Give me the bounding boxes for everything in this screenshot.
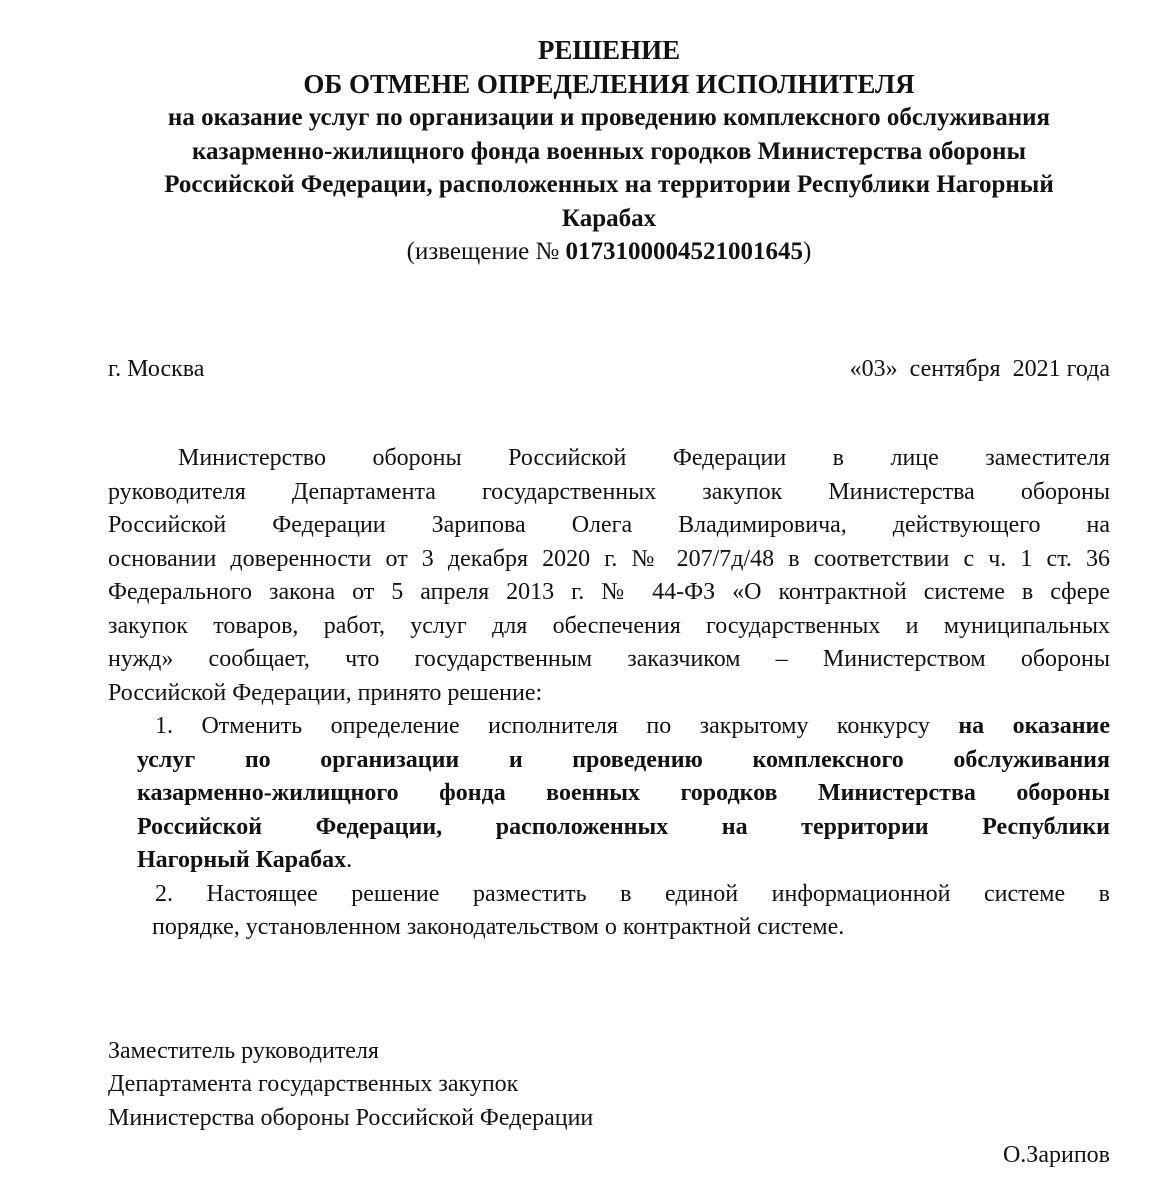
paragraph-line: Российской Федерации Зарипова Олега Владимировича, действующего на — [108, 512, 1110, 538]
notice-suffix: ) — [803, 238, 812, 265]
document-date: «03» сентября 2021 года — [849, 356, 1110, 382]
item-line: казарменно-жилищного фонда военных городков Министерства обороны — [137, 780, 1110, 806]
document-subtitle-line: казарменно-жилищного фонда военных городков Министерства обороны — [192, 137, 1026, 165]
paragraph-preamble — [108, 442, 1110, 710]
paragraph-line: руководителя Департамента государственных закупок Министерства обороны — [108, 478, 1110, 505]
notice-prefix: (извещение № — [406, 238, 566, 265]
document-title-line1: РЕШЕНИЕ — [537, 35, 681, 65]
document-body — [108, 442, 1110, 945]
notice-number-line — [108, 235, 1110, 268]
paragraph-line: Федерального закона от 5 апреля 2013 г. № 44-ФЗ «О контрактной системе в сфере — [108, 579, 1110, 605]
item-line — [108, 844, 1110, 878]
signer-position-line: Департамента государственных закупок — [108, 1071, 519, 1097]
paragraph-line: нужд» сообщает, что государственным заказчиком – Министерством обороны — [108, 646, 1110, 672]
place-date-row — [108, 353, 1110, 386]
signer-name: О.Зарипов — [1002, 1142, 1110, 1168]
item-line: Российской Федерации, расположенных на территории Республики — [137, 813, 1110, 840]
decision-item-2 — [108, 878, 1110, 945]
item1-bold-tail: Нагорный Карабах — [137, 847, 347, 873]
document-subtitle-line: Российской Федерации, расположенных на территории Республики Нагорный — [164, 171, 1054, 198]
item1-regular-text: 1. Отменить определение исполнителя по закрытому конкурсу — [155, 713, 959, 739]
item-line — [108, 710, 1110, 744]
document-subtitle-line: Карабах — [561, 204, 657, 232]
document-place: г. Москва — [108, 356, 205, 382]
paragraph-line: Российской Федерации, принято решение: — [108, 679, 543, 706]
document-title-line2: ОБ ОТМЕНЕ ОПРЕДЕЛЕНИЯ ИСПОЛНИТЕЛЯ — [303, 69, 915, 99]
signer-position-line: Министерства обороны Российской Федерации — [108, 1104, 594, 1131]
decision-item-1 — [108, 710, 1110, 878]
document-header — [108, 33, 1110, 268]
item-line: услуг по организации и проведению комплексного обслуживания — [137, 746, 1110, 773]
signer-position-line: Заместитель руководителя — [108, 1037, 379, 1064]
signature-block — [108, 1035, 1110, 1173]
item1-period: . — [346, 847, 353, 873]
paragraph-line: закупок товаров, работ, услуг для обеспечения государственных и муниципальных — [108, 612, 1110, 639]
document-subtitle-line: на оказание услуг по организации и проведению комплексного обслуживания — [167, 104, 1051, 131]
paragraph-line: основании доверенности от 3 декабря 2020 г. № 207/7д/48 в соответствии с ч. 1 ст. 36 — [108, 545, 1110, 572]
item-line: порядке, установленном законодательством о контрактной системе. — [152, 914, 845, 940]
paragraph-line: Министерство обороны Российской Федерации в лице заместителя — [178, 445, 1110, 471]
item-line: 2. Настоящее решение разместить в единой информационной системе в — [155, 880, 1110, 907]
notice-number: 0173100004521001645 — [565, 238, 804, 265]
item1-bold-text: на оказание — [958, 713, 1110, 739]
